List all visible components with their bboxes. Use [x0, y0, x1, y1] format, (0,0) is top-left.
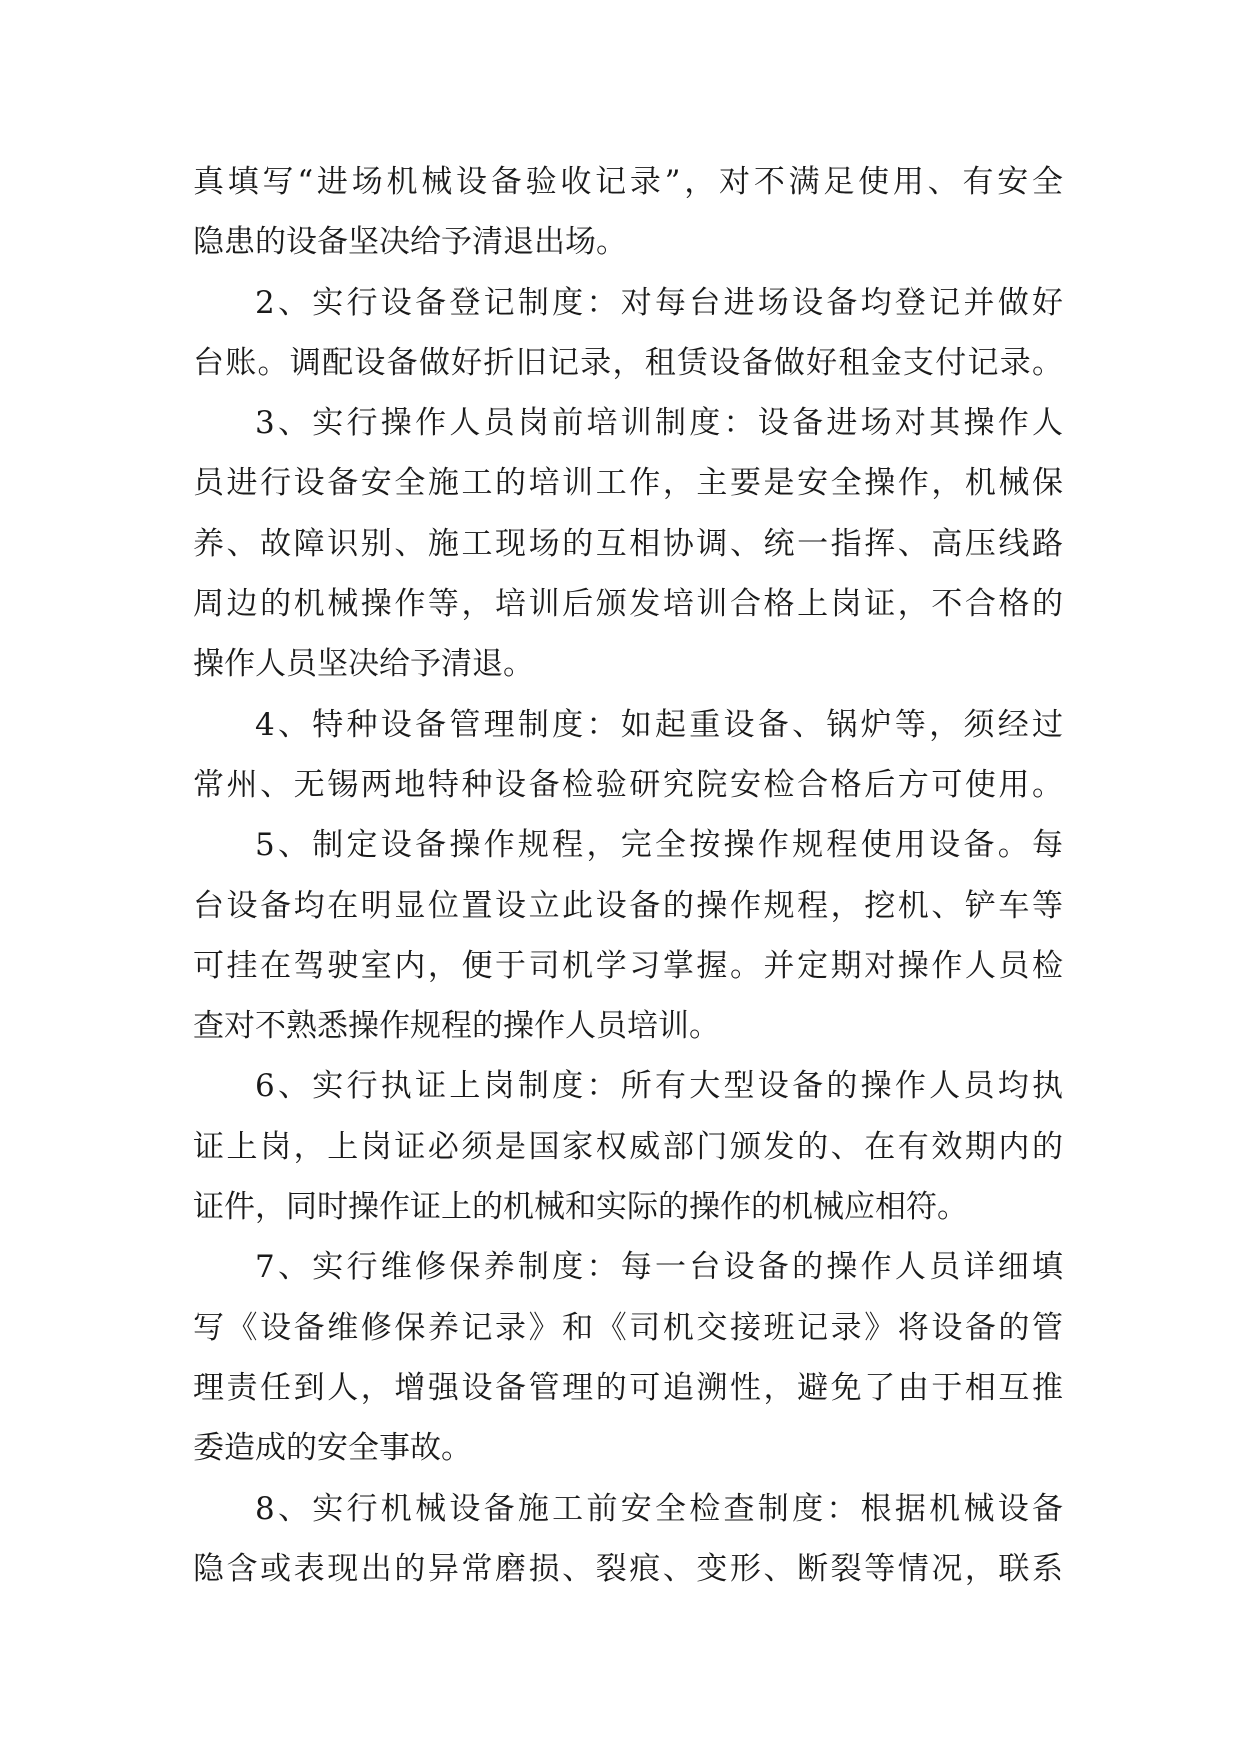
- text-line: 隐含或表现出的异常磨损、裂痕、变形、断裂等情况，联系: [193, 1550, 1063, 1587]
- paragraph-start-line: 4、特种设备管理制度：如起重设备、锅炉等，须经过: [255, 706, 1063, 743]
- text-line: 查对不熟悉操作规程的操作人员培训。: [193, 1008, 720, 1045]
- paragraph-start-line: 8、实行机械设备施工前安全检查制度：根据机械设备: [255, 1490, 1063, 1527]
- paragraph-start-line: 6、实行执证上岗制度：所有大型设备的操作人员均执: [255, 1068, 1063, 1105]
- text-line: 常州、无锡两地特种设备检验研究院安检合格后方可使用。: [193, 766, 1063, 803]
- text-line: 周边的机械操作等，培训后颁发培训合格上岗证，不合格的: [193, 586, 1063, 623]
- text-line: 操作人员坚决给予清退。: [193, 646, 534, 683]
- text-line: 委造成的安全事故。: [193, 1430, 472, 1467]
- text-line: 写《设备维修保养记录》和《司机交接班记录》将设备的管: [193, 1309, 1063, 1346]
- text-line: 台设备均在明显位置设立此设备的操作规程，挖机、铲车等: [193, 887, 1063, 924]
- body-text: [193, 152, 1063, 1599]
- text-line: 养、故障识别、施工现场的互相协调、统一指挥、高压线路: [193, 525, 1063, 562]
- text-line: 隐患的设备坚决给予清退出场。: [193, 224, 627, 261]
- paragraph-start-line: 5、制定设备操作规程，完全按操作规程使用设备。每: [255, 827, 1063, 864]
- text-line: 可挂在驾驶室内，便于司机学习掌握。并定期对操作人员检: [193, 947, 1063, 984]
- paragraph-start-line: 7、实行维修保养制度：每一台设备的操作人员详细填: [255, 1249, 1063, 1286]
- text-line: 台账。调配设备做好折旧记录，租赁设备做好租金支付记录。: [193, 344, 1063, 381]
- paragraph-start-line: 2、实行设备登记制度：对每台进场设备均登记并做好: [255, 284, 1063, 321]
- text-line: 理责任到人，增强设备管理的可追溯性，避免了由于相互推: [193, 1369, 1063, 1406]
- text-line: 真填写“进场机械设备验收记录”，对不满足使用、有安全: [193, 164, 1063, 200]
- paragraph-start-line: 3、实行操作人员岗前培训制度：设备进场对其操作人: [255, 405, 1063, 442]
- text-line: 证上岗，上岗证必须是国家权威部门颁发的、在有效期内的: [193, 1128, 1063, 1165]
- text-line: 员进行设备安全施工的培训工作，主要是安全操作，机械保: [193, 465, 1063, 502]
- text-line: 证件，同时操作证上的机械和实际的操作的机械应相符。: [193, 1189, 968, 1226]
